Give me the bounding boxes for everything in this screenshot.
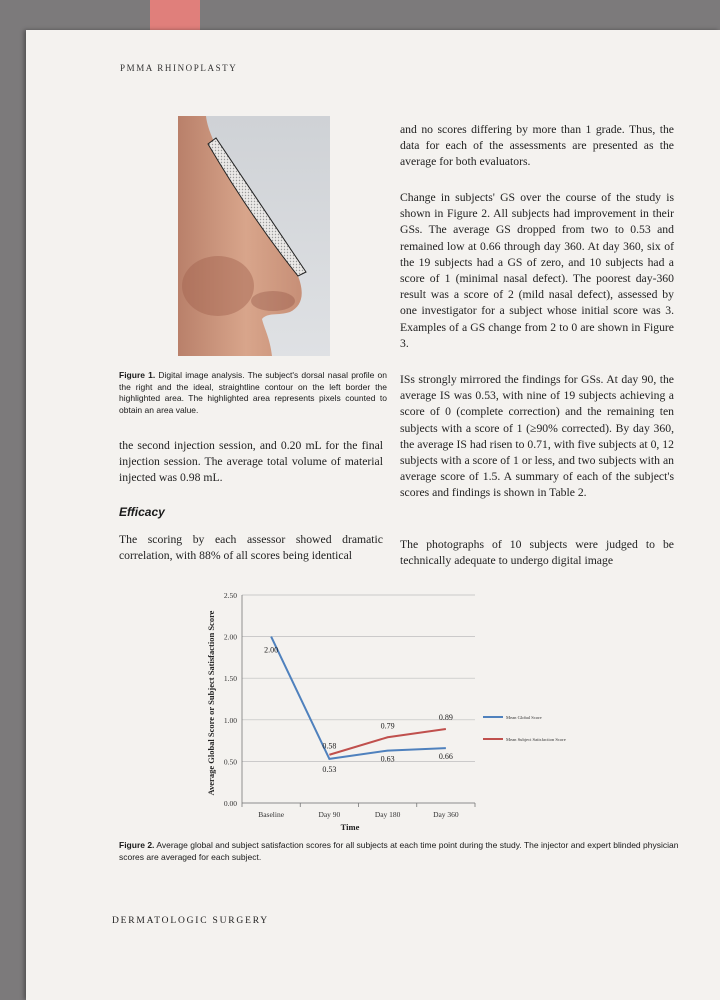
figure1-caption-label: Figure 1. (119, 370, 156, 380)
data-label: 0.79 (380, 721, 395, 731)
figure2-caption (119, 840, 679, 863)
y-tick-label: 1.00 (223, 715, 237, 725)
left-paragraph-1: the second injection session, and 0.20 mL for the final injection session. The average total volume of material injected was 0.98 mL. (119, 439, 383, 485)
data-label: 0.53 (322, 764, 337, 774)
x-tick-label: Day 90 (318, 810, 341, 819)
right-paragraph-2: Change in subjects' GS over the course of the study is shown in Figure 2. All subjects had improvement in their GSs. The average GS dropped from two to 0.53 and remained low at 0.66 through day 360. At day 360, six of the 19 subjects had a GS of zero, and 10 subjects had a score of 1 (minimal nasal defect). The poorest day-360 result was a score of 2 (mild nasal defect), assessed by one investigator for a subject whose initial score was 3. Examples of a GS change from 2 to 0 are shown in Figure 3. (400, 191, 674, 350)
figure2-line-chart (200, 585, 590, 835)
running-head: PMMA RHINOPLASTY (120, 63, 238, 73)
data-label: 0.58 (322, 741, 337, 751)
y-tick-label: 2.00 (223, 632, 237, 642)
x-tick-label: Day 360 (433, 810, 459, 819)
section-heading-efficacy: Efficacy (119, 505, 165, 519)
running-foot: DERMATOLOGIC SURGERY (112, 916, 269, 926)
figure2-caption-text: Average global and subject satisfaction scores for all subjects at each time point during the study. The injector and expert blinded physician scores are averaged for each subject. (119, 840, 679, 862)
figure1-nose-profile-image (178, 116, 330, 356)
y-axis-title: Average Global Score or Subject Satisfaction Score (206, 610, 216, 796)
y-tick-label: 0.50 (223, 757, 237, 767)
data-label: 2.00 (264, 645, 279, 655)
right-paragraph-1: and no scores differing by more than 1 grade. Thus, the data for each of the assessments are presented as the average for both evaluators. (400, 123, 674, 169)
data-label: 0.66 (438, 752, 453, 762)
x-tick-label: Baseline (258, 810, 285, 819)
data-label: 0.89 (438, 712, 453, 722)
legend-label: Mean Subject Satisfaction Score (506, 737, 566, 742)
left-paragraph-2: The scoring by each assessor showed dramatic correlation, with 88% of all scores being identical (119, 533, 383, 563)
right-paragraph-3: ISs strongly mirrored the findings for GSs. At day 90, the average IS was 0.53, with nine of 19 subjects achieving a score of 0 (complete correction) and the remaining ten subjects with a score of 1 (≥90% corrected). By day 360, the average IS had risen to 0.71, with five subjects at 0, 12 subjects with a score of 1 or less, and two subjects with an average score of 1.5. A summary of each of the subject's scores and findings is shown in Table 2. (400, 373, 674, 500)
figure1-caption-text: Digital image analysis. The subject's dorsal nasal profile on the right and the ideal, straightline contour on the left border the highlighted area. The highlighted area represents pixels counted to obtain an area value. (119, 370, 387, 415)
pink-page-tab (150, 0, 200, 30)
y-tick-label: 2.50 (223, 591, 237, 600)
series-line-global (271, 637, 446, 759)
data-label: 0.63 (380, 754, 395, 764)
legend-label: Mean Global Score (506, 715, 542, 720)
right-paragraph-4: The photographs of 10 subjects were judged to be technically adequate to undergo digital image (400, 538, 674, 568)
y-tick-label: 0.00 (223, 799, 237, 808)
x-tick-label: Day 180 (374, 810, 401, 819)
figure1-caption (119, 370, 387, 416)
figure2-caption-label: Figure 2. (119, 840, 155, 850)
x-axis-title: Time (340, 822, 360, 832)
y-tick-label: 1.50 (223, 674, 237, 684)
